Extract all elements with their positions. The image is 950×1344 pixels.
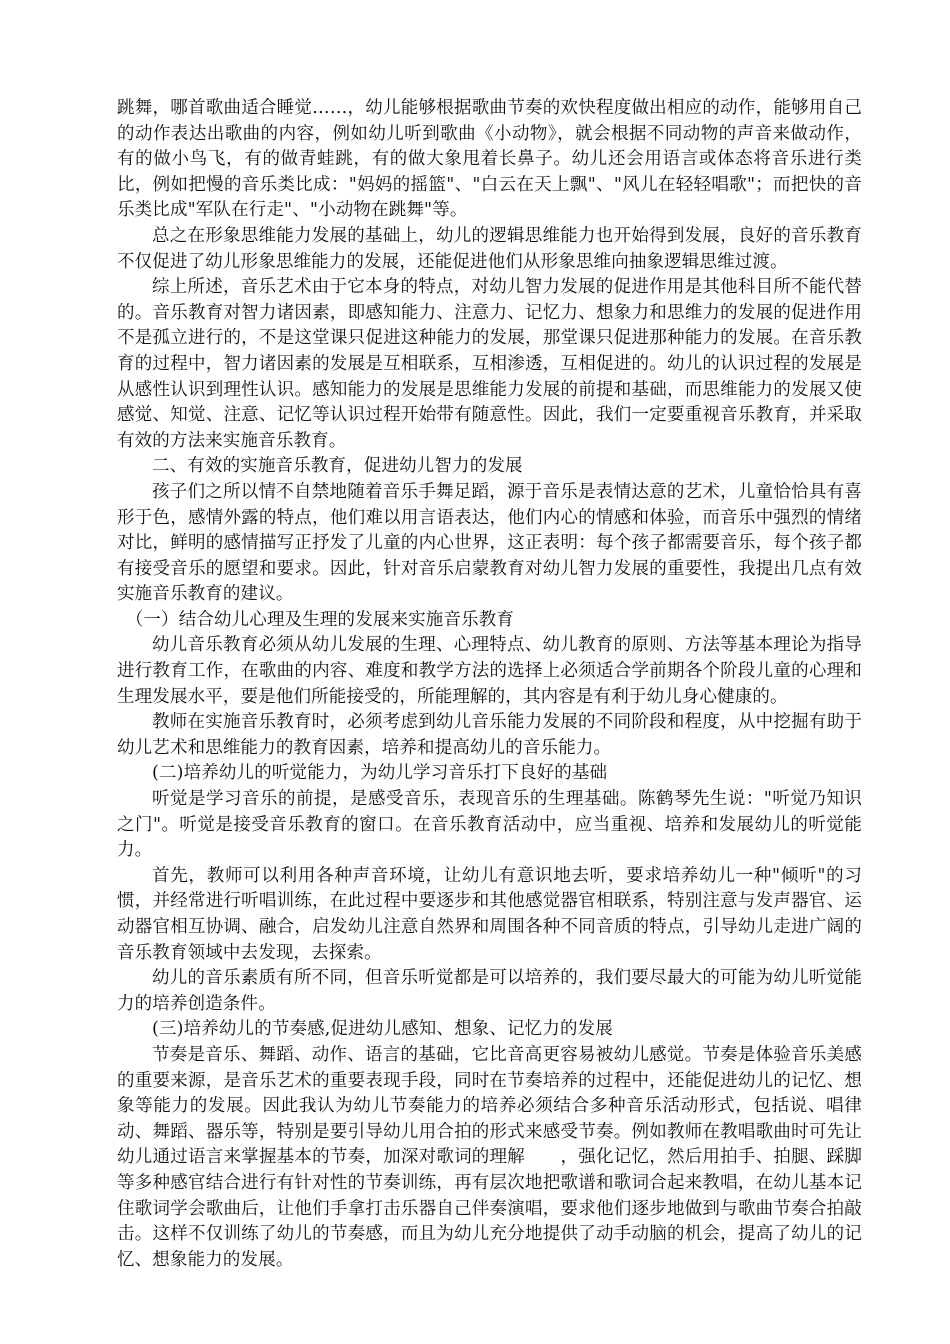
subsection-heading-1: （一）结合幼儿心理及生理的发展来实施音乐教育: [125, 609, 515, 630]
paragraph-intro: 孩子们之所以情不自禁地随着音乐手舞足蹈，源于音乐是表情达意的艺术，儿童恰恰具有喜形于色，感情外露的特点，他们难以用言语表达，他们内心的情感和体验，而音乐中强烈的情绪对比，鲜明的感情描写正抒发了儿童的内心世界，这正表明：每个孩子都需要音乐，每个孩子都有接受音乐的愿望和要求。因此，针对音乐启蒙教育对幼儿智力发展的重要性，我提出几点有效实施音乐教育的建议。: [117, 481, 862, 605]
paragraph-conclusion: 综上所述，音乐艺术由于它本身的特点，对幼儿智力发展的促进作用是其他科目所不能代替的。音乐教育对智力诸因素，即感知能力、注意力、记忆力、想象力和思维力的发展的促进作用不是孤立进行的，不是这堂课只促进这种能力的发展，那堂课只促进那种能力的发展。在音乐教育的过程中，智力诸因素的发展是互相联系，互相渗透，互相促进的。幼儿的认识过程的发展是从感性认识到理性认识。感知能力的发展是思维能力发展的前提和基础，而思维能力的发展又使感觉、知觉、注意、记忆等认识过程开始带有随意性。因此，我们一定要重视音乐教育，并采取有效的方法来实施音乐教育。: [117, 277, 862, 451]
paragraph: 幼儿的音乐素质有所不同，但音乐听觉都是可以培养的，我们要尽最大的可能为幼儿听觉能力的培养创造条件。: [117, 968, 862, 1014]
paragraph: 幼儿音乐教育必须从幼儿发展的生理、心理特点、幼儿教育的原则、方法等基本理论为指导进行教育工作，在歌曲的内容、难度和教学方法的选择上必须适合学前期各个阶段儿童的心理和生理发展水平，要是他们所能接受的，所能理解的，其内容是有利于幼儿身心健康的。: [117, 635, 862, 707]
paragraph: 节奏是音乐、舞蹈、动作、语言的基础，它比音高更容易被幼儿感觉。节奏是体验音乐美感的重要来源，是音乐艺术的重要表现手段，同时在节奏培养的过程中，还能促进幼儿的记忆、想象等能力的发展。因此我认为幼儿节奏能力的培养必须结合多种音乐活动形式，包括说、唱律动、舞蹈、器乐等，特别是要引导幼儿用合拍的形式来感受节奏。例如教师在教唱歌曲时可先让幼儿通过语言来掌握基本的节奏，加深对歌词的理解 ，强化记忆，然后用拍手、拍腿、踩脚等多种感官结合进行有针对性的节奏训练，再有层次地把歌谱和歌词合起来教唱，在幼儿基本记住歌词学会歌曲后，让他们手拿打击乐器自己伴奏演唱，要求他们逐步地做到与歌曲节奏合拍敲击。这样不仅训练了幼儿的节奏感，而且为幼儿充分地提供了动手动脑的机会，提高了幼儿的记忆、想象能力的发展。: [117, 1044, 862, 1270]
subsection-heading-3: (三)培养幼儿的节奏感,促进幼儿感知、想象、记忆力的发展: [152, 1019, 613, 1040]
section-heading-2: 二、有效的实施音乐教育，促进幼儿智力的发展: [152, 456, 523, 477]
paragraph: 首先，教师可以利用各种声音环境，让幼儿有意识地去听，要求培养幼儿一种"倾听"的习惯，并经常进行听唱训练，在此过程中要逐步和其他感觉器官相联系，特别注意与发声器官、运动器官相互协调、融合，启发幼儿注意自然界和周围各种不同音质的特点，引导幼儿走进广阔的音乐教育领域中去发现，去探索。: [117, 865, 862, 963]
paragraph: 听觉是学习音乐的前提，是感受音乐，表现音乐的生理基础。陈鹤琴先生说："听觉乃知识之门"。听觉是接受音乐教育的窗口。在音乐教育活动中，应当重视、培养和发展幼儿的听觉能力。: [117, 789, 862, 861]
paragraph: 教师在实施音乐教育时，必须考虑到幼儿音乐能力发展的不同阶段和程度，从中挖掘有助于幼儿艺术和思维能力的教育因素，培养和提高幼儿的音乐能力。: [117, 712, 862, 758]
paragraph-summary: 总之在形象思维能力发展的基础上，幼儿的逻辑思维能力也开始得到发展，良好的音乐教育不仅促进了幼儿形象思维能力的发展，还能促进他们从形象思维向抽象逻辑思维过渡。: [117, 225, 862, 272]
paragraph-continuation: 跳舞，哪首歌曲适合睡觉……，幼儿能够根据歌曲节奏的欢快程度做出相应的动作，能够用自己的动作表达出歌曲的内容，例如幼儿听到歌曲《小动物》，就会根据不同动物的声音来做动作，有的做小鸟飞，有的做青蛙跳，有的做大象甩着长鼻子。幼儿还会用语言或体态将音乐进行类比，例如把慢的音乐类比成："妈妈的摇篮"、"白云在天上飘"、"风儿在轻轻唱歌"；而把快的音乐类比成"军队在行走"、"小动物在跳舞"等。: [117, 98, 862, 221]
document-page: [117, 96, 862, 1273]
subsection-heading-2: (二)培养幼儿的听觉能力，为幼儿学习音乐打下良好的基础: [152, 763, 608, 784]
